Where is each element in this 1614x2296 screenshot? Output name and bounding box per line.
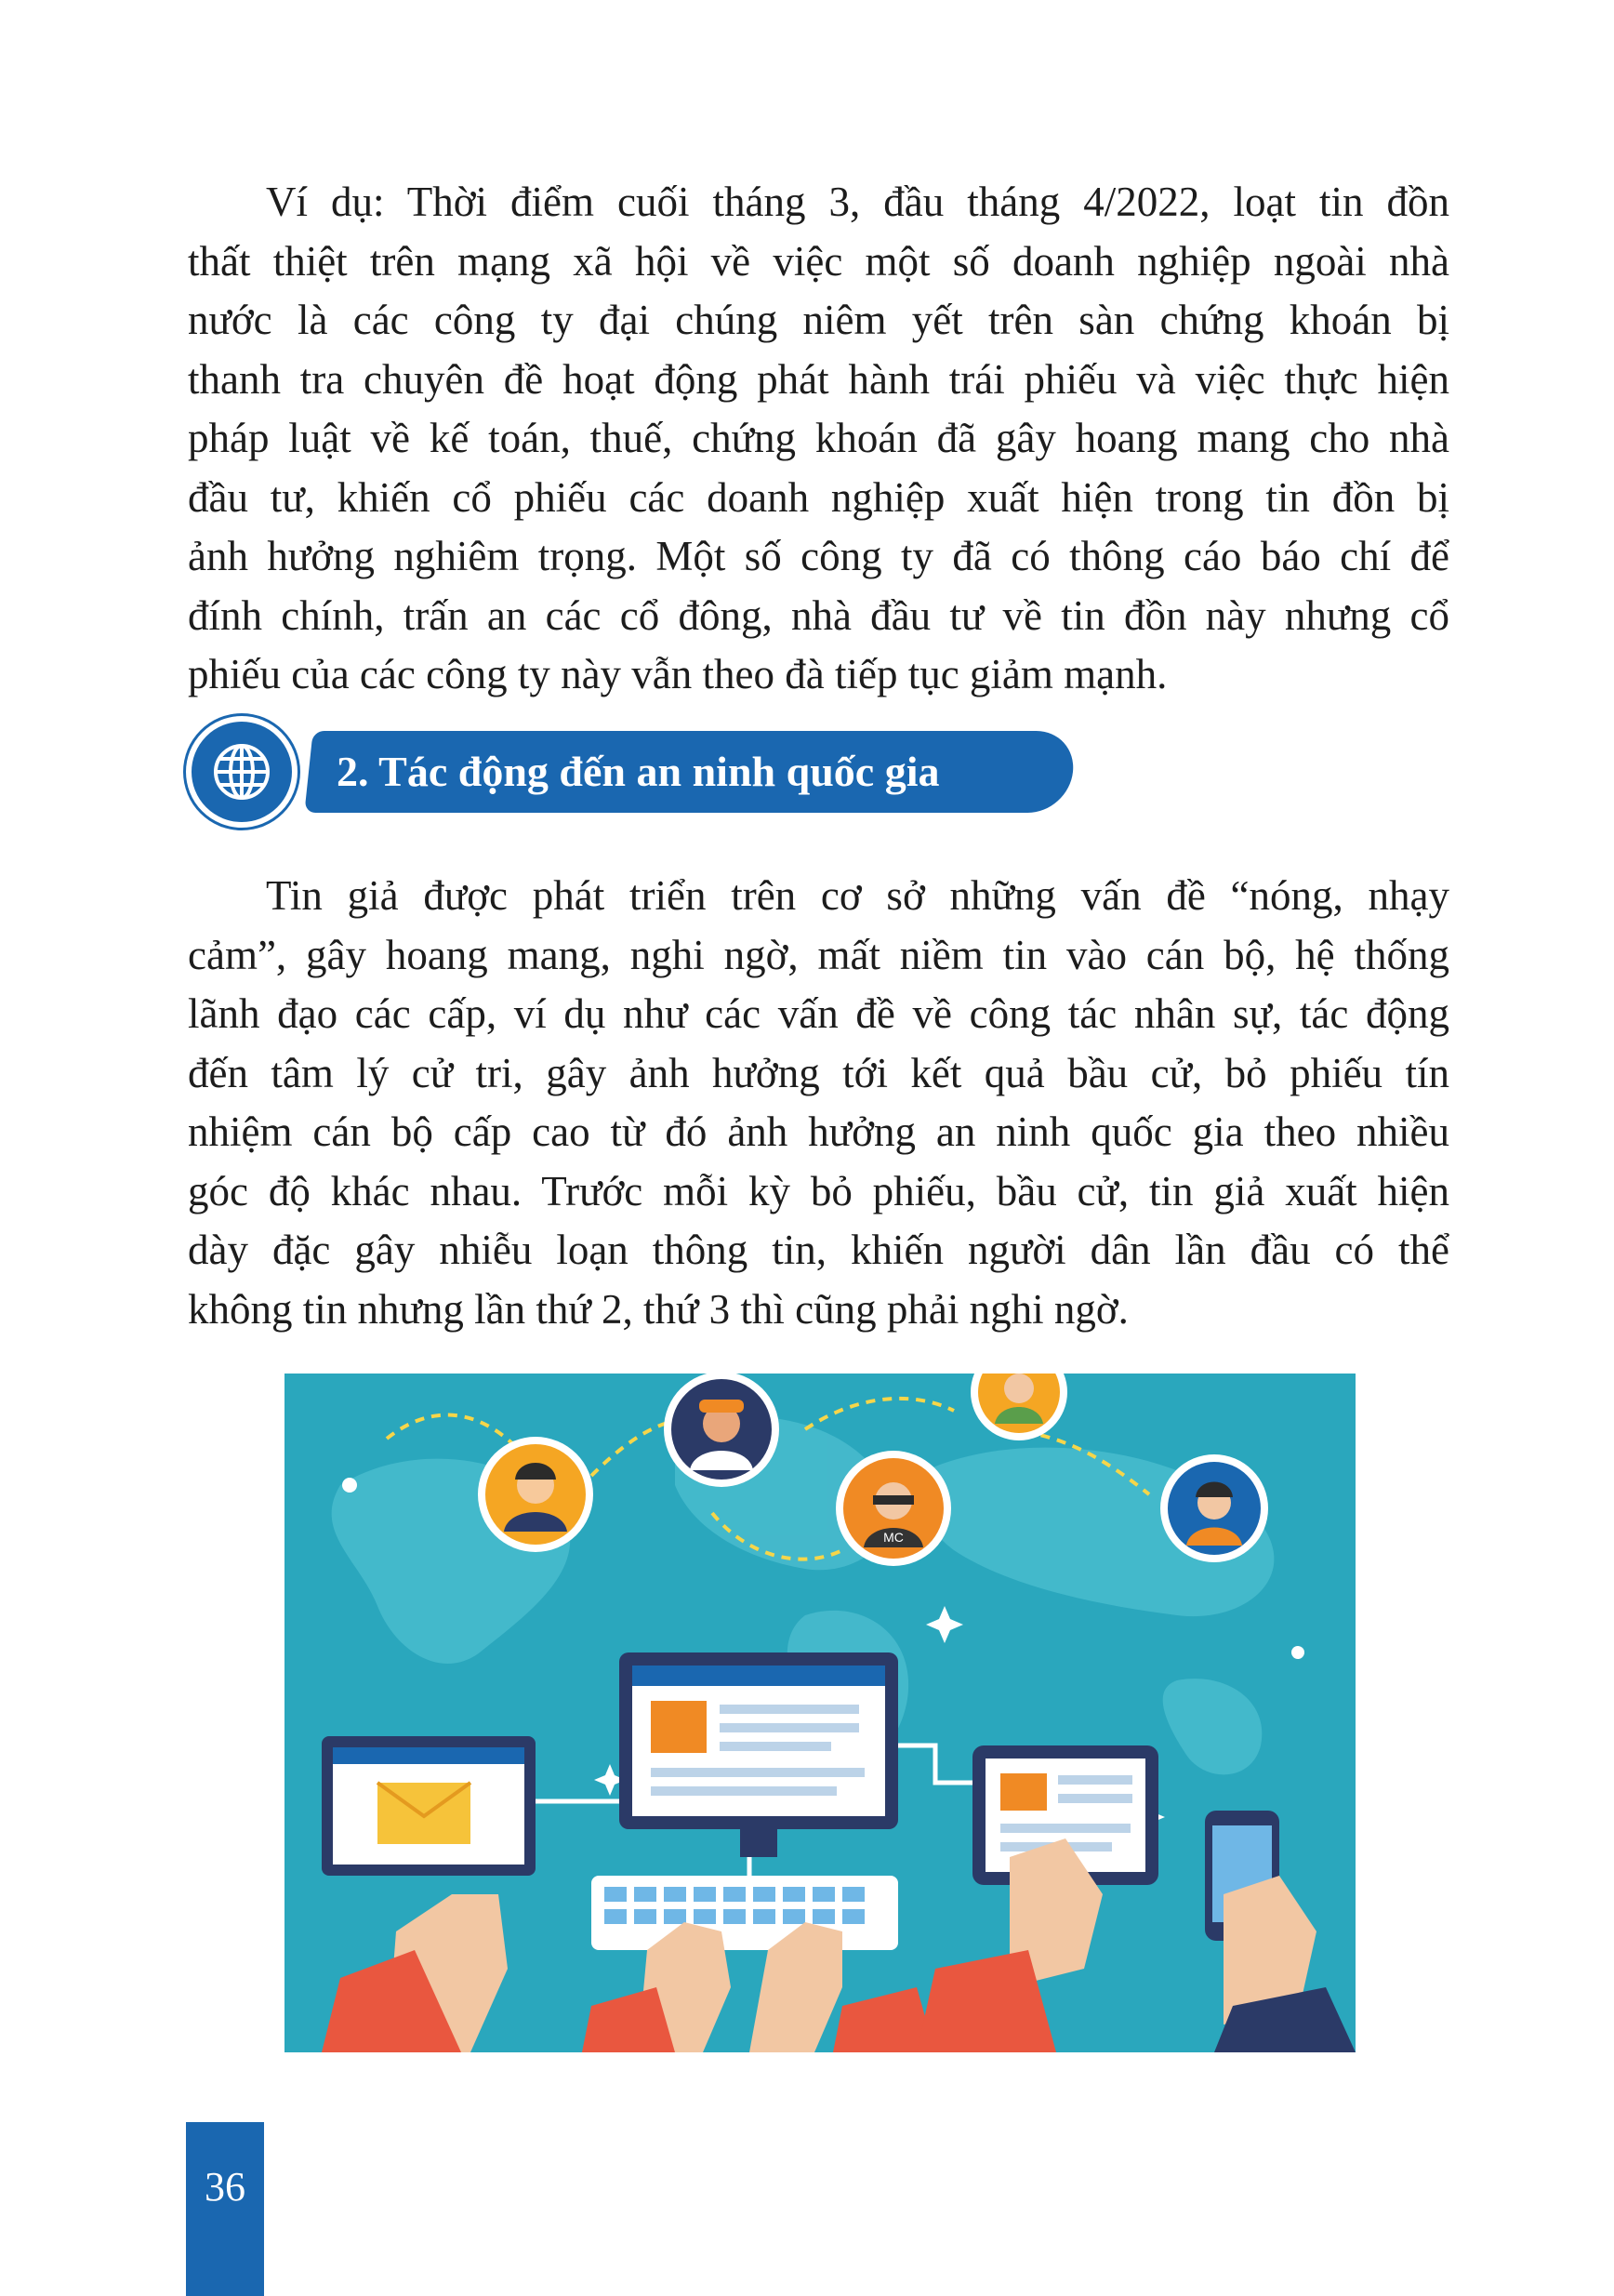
security-paragraph: [188, 867, 1449, 1339]
page-number: 36: [205, 2164, 245, 2210]
desktop-monitor-illustration: [619, 1652, 898, 1857]
paragraph-line: nước là các công ty đại chúng niêm yết trên sàn chứng khoán bị: [188, 297, 1449, 343]
heading-badge: [186, 716, 298, 828]
paragraph-line: không tin nhưng lần thứ 2, thứ 3 thì cũng phải nghi ngờ.: [188, 1285, 1129, 1333]
paragraph-line: góc độ khác nhau. Trước mỗi kỳ bỏ phiếu, bầu cử, tin giả xuất hiện: [188, 1167, 1449, 1214]
avatar-label: MC: [883, 1530, 904, 1545]
paragraph-line: pháp luật về kế toán, thuế, chứng khoán đã gây hoang mang cho nhà: [188, 415, 1449, 461]
paragraph-line: đến tâm lý cử tri, gây ảnh hưởng tới kết quả bầu cử, bỏ phiếu tín: [188, 1049, 1449, 1096]
paragraph-line: đính chính, trấn an các cổ đông, nhà đầu tư về tin đồn này nhưng cổ: [188, 591, 1449, 639]
paragraph-line: đầu tư, khiến cổ phiếu các doanh nghiệp xuất hiện trong tin đồn bị: [188, 473, 1449, 521]
globe-icon: [212, 742, 271, 802]
paragraph-line: phiếu của các công ty này vẫn theo đà tiếp tục giảm mạnh.: [188, 651, 1168, 697]
example-paragraph: [188, 173, 1449, 705]
paragraph-line: thanh tra chuyên đề hoạt động phát hành trái phiếu và việc thực hiện: [188, 355, 1449, 403]
network-illustration: [284, 1374, 1356, 2052]
section-heading: [186, 716, 1078, 828]
paragraph-line: Ví dụ: Thời điểm cuối tháng 3, đầu tháng 4/2022, loạt tin đồn: [266, 179, 1449, 225]
laptop-illustration: [322, 1736, 536, 1876]
paragraph-line: cảm”, gây hoang mang, nghi ngờ, mất niềm tin vào cán bộ, hệ thống: [188, 931, 1449, 978]
paragraph-line: thất thiệt trên mạng xã hội về việc một số doanh nghiệp ngoài nhà: [188, 237, 1449, 285]
paragraph-line: nhiệm cán bộ cấp cao từ đó ảnh hưởng an ninh quốc gia theo nhiều: [188, 1108, 1449, 1155]
section-title: 2. Tác động đến an ninh quốc gia: [337, 748, 940, 795]
avatar: [664, 1374, 779, 1487]
paragraph-line: lãnh đạo các cấp, ví dụ như các vấn đề về công tác nhân sự, tác động: [188, 990, 1449, 1037]
keyboard-illustration: [591, 1876, 898, 1950]
avatar: [478, 1437, 593, 1552]
page-number-tab: [186, 2122, 264, 2296]
paragraph-line: Tin giả được phát triển trên cơ sở những vấn đề “nóng, nhạy: [266, 872, 1449, 919]
paragraph-line: ảnh hưởng nghiêm trọng. Một số công ty đã có thông cáo báo chí để: [188, 533, 1449, 579]
avatar: [836, 1451, 951, 1566]
avatar: [1160, 1454, 1268, 1562]
paragraph-line: dày đặc gây nhiễu loạn thông tin, khiến người dân lần đầu có thể: [188, 1227, 1449, 1273]
